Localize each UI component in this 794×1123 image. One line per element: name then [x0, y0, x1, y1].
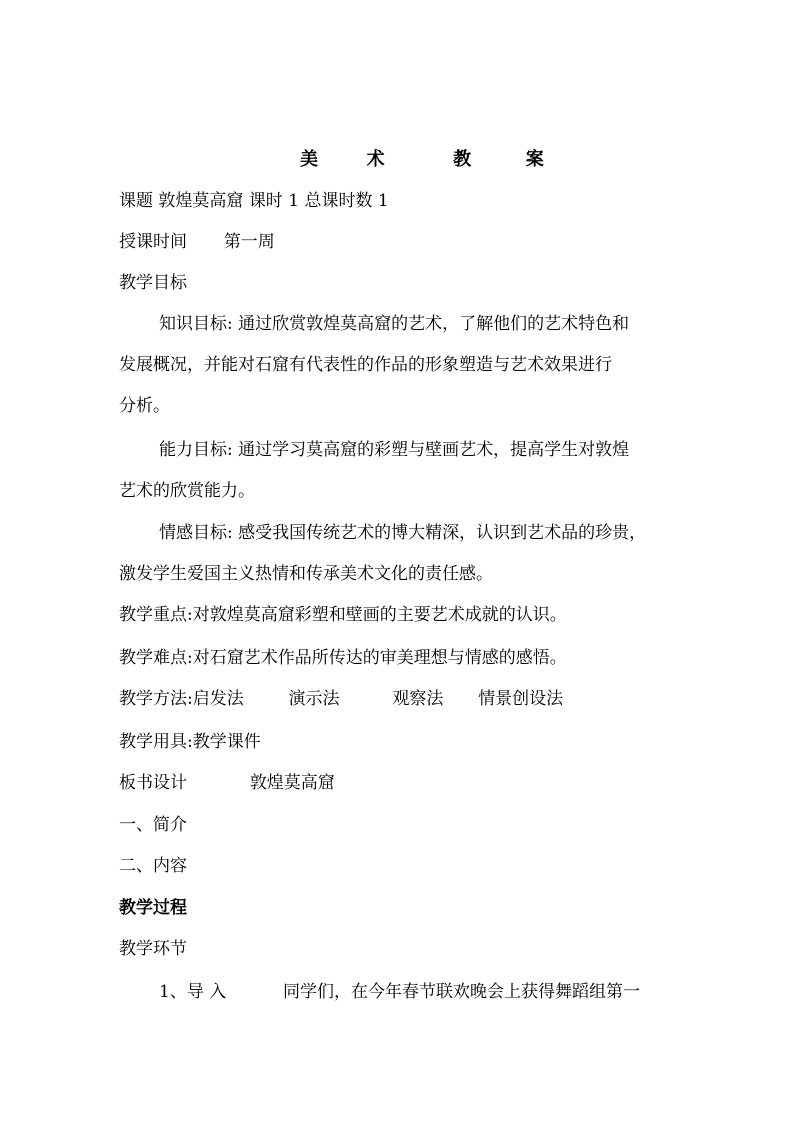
methods-line	[119, 688, 563, 710]
steps-heading: 教学环节	[119, 939, 187, 959]
time-label: 授课时间	[119, 232, 187, 252]
time-line	[119, 231, 275, 253]
title-char: 术	[366, 149, 385, 170]
board-label: 板书设计	[119, 773, 187, 793]
emotion-objective-line-2: 激发学生爱国主义热情和传承美术文化的责任感。	[119, 564, 493, 584]
knowledge-objective-line-2: 发展概况，并能对石窟有代表性的作品的形象塑造与艺术效果进行	[119, 355, 612, 375]
method-item: 情景创设法	[478, 689, 564, 709]
hours-value: 1	[288, 191, 300, 211]
ability-objective-line-1: 能力目标: 通过学习莫高窟的彩塑与壁画艺术，提高学生对敦煌	[159, 440, 630, 460]
lesson-label: 课题	[119, 191, 153, 211]
step-1-text: 同学们，在今年春节联欢晚会上获得舞蹈组第一	[283, 982, 641, 1002]
outline-item: 二、内容	[119, 856, 187, 876]
hours-label: 课时	[248, 191, 283, 211]
title-char: 教	[453, 149, 472, 170]
total-hours-label: 总课时数	[304, 191, 373, 211]
lesson-info-line	[119, 190, 389, 212]
knowledge-objective-line-3: 分析。	[119, 396, 170, 416]
ability-objective-line-2: 艺术的欣赏能力。	[119, 481, 255, 501]
step-1-line	[159, 981, 640, 1003]
outline-item: 一、简介	[119, 815, 187, 835]
board-design-line	[119, 772, 335, 794]
method-item: 启发法	[192, 689, 244, 709]
method-item: 观察法	[392, 689, 444, 709]
board-value: 敦煌莫高窟	[249, 773, 335, 793]
methods-label: 教学方法:	[119, 689, 193, 709]
method-item: 演示法	[288, 689, 340, 709]
document-title	[300, 148, 544, 172]
tools-line: 教学用具:教学课件	[119, 732, 261, 752]
time-value: 第一周	[223, 232, 275, 252]
knowledge-objective-line-1: 知识目标: 通过欣赏敦煌莫高窟的艺术，了解他们的艺术特色和	[159, 314, 630, 334]
title-char: 案	[525, 149, 544, 170]
difficulty-line: 教学难点:对石窟艺术作品所传达的审美理想与情感的感悟。	[119, 648, 567, 668]
title-char: 美	[300, 149, 318, 170]
emotion-objective-line-1: 情感目标: 感受我国传统艺术的博大精深，认识到艺术品的珍贵，	[159, 523, 647, 543]
key-point-line: 教学重点:对敦煌莫高窟彩塑和壁画的主要艺术成就的认识。	[119, 605, 567, 625]
lesson-value: 敦煌莫高窟	[158, 191, 244, 211]
step-1-label: 1、导 入	[159, 982, 227, 1002]
total-hours-value: 1	[377, 191, 389, 211]
process-heading: 教学过程	[119, 898, 187, 918]
objectives-heading: 教学目标	[119, 273, 187, 293]
